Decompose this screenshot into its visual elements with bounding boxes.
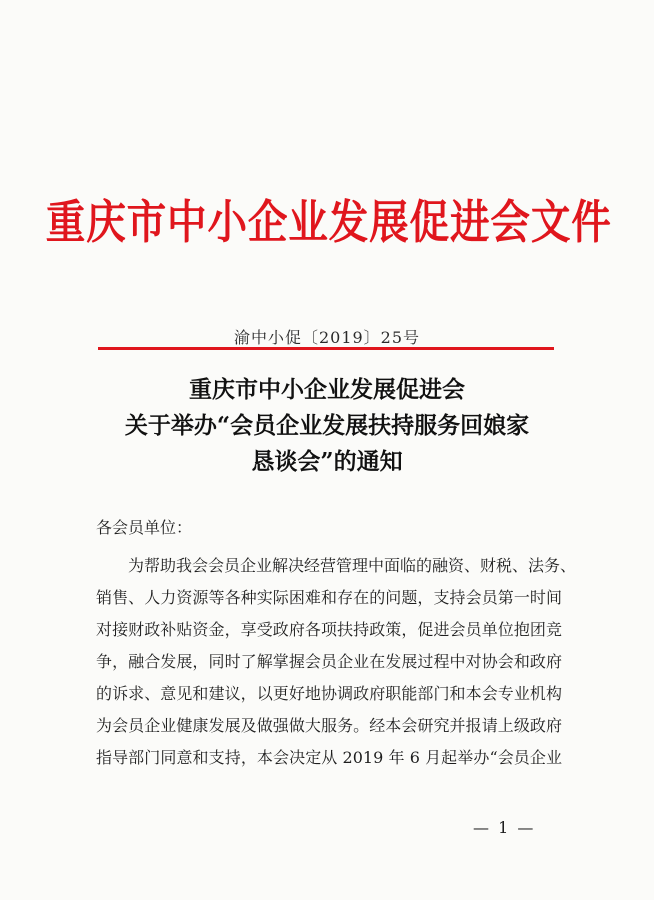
notice-title (0, 372, 654, 480)
notice-title-line-3: 恳谈会”的通知 (251, 448, 403, 475)
body-line: 争，融合发展，同时了解掌握会员企业在发展过程中对协会和政府 (96, 652, 562, 671)
notice-title-line-2: 关于举办“会员企业发展扶持服务回娘家 (124, 412, 530, 439)
header-red-divider (98, 347, 554, 350)
body-line: 指导部门同意和支持，本会决定从 2019 年 6 月起举办“会员企业 (96, 748, 562, 767)
page-number: — 1 — (473, 818, 536, 837)
body-line: 销售、人力资源等各种实际困难和存在的问题，支持会员第一时间 (96, 588, 562, 607)
salutation: 各会员单位： (96, 518, 193, 537)
body-line: 为帮助我会会员企业解决经营管理中面临的融资、财税、法务、 (128, 556, 577, 575)
body-line: 为会员企业健康发展及做强做大服务。经本会研究并报请上级政府 (96, 716, 562, 735)
notice-title-line-1: 重庆市中小企业发展促进会 (189, 376, 465, 403)
body-paragraph (96, 550, 577, 774)
body-line: 的诉求、意见和建议，以更好地协调政府职能部门和本会专业机构 (96, 684, 562, 703)
document-number: 渝中小促〔2019〕25号 (233, 328, 421, 347)
body-line: 对接财政补贴资金，享受政府各项扶持政策，促进会员单位抱团竞 (96, 620, 562, 639)
document-header-title: 重庆市中小企业发展促进会文件 (45, 195, 612, 249)
